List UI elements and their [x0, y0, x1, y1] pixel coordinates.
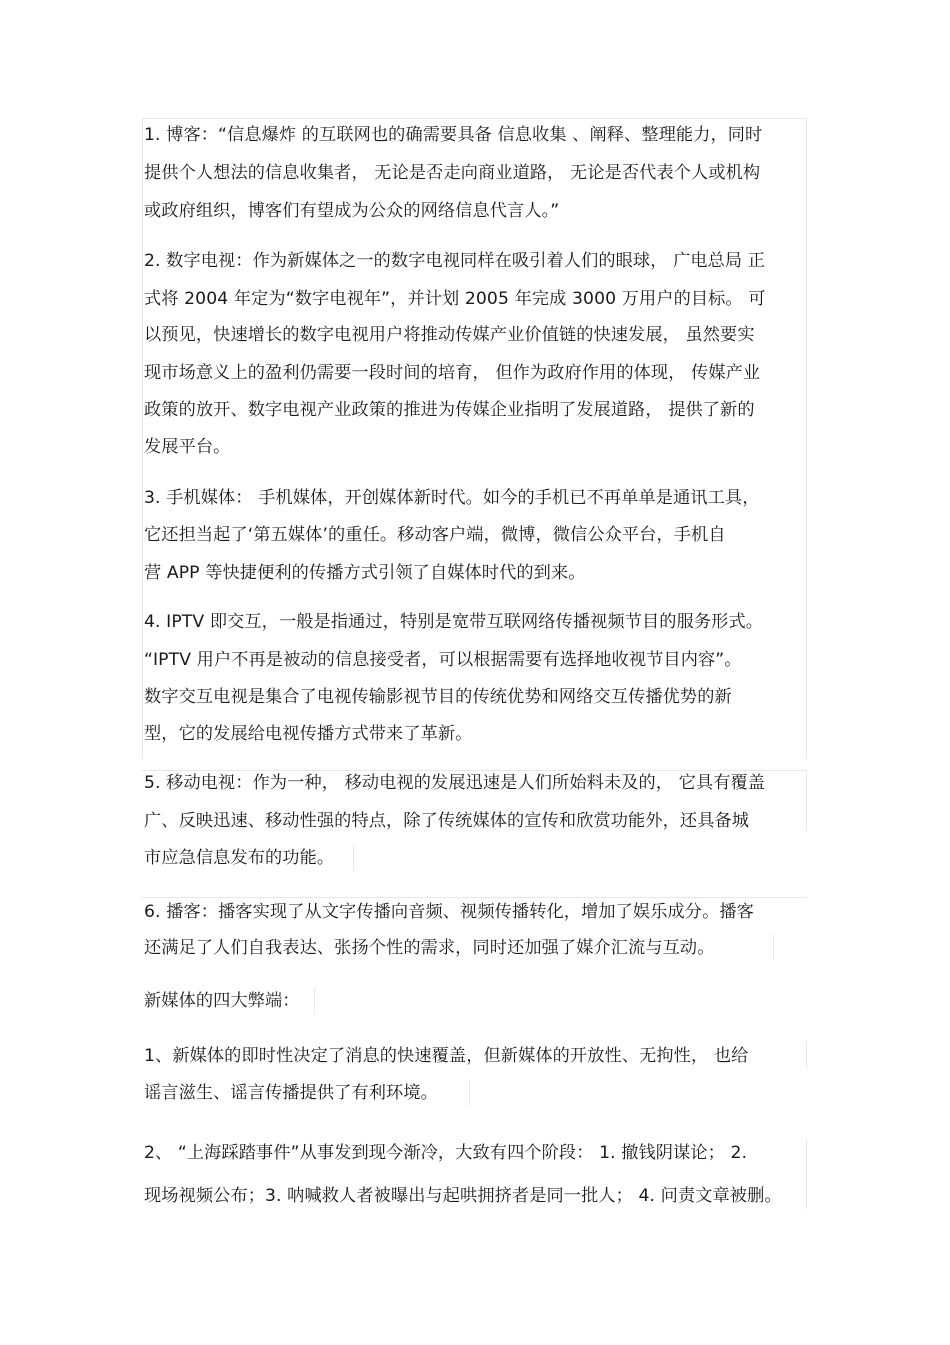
text-line: 它还担当起了‘第五媒体’的重任。移动客户端，微博，微信公众平台，手机自: [144, 525, 726, 545]
text-line: 广、反映迅速、移动性强的特点，除了传统媒体的宣传和欣赏功能外，还具备城: [144, 811, 750, 831]
frame-line: [353, 846, 354, 870]
frame-line: [806, 1139, 807, 1209]
text-line: 1、新媒体的即时性决定了消息的快速覆盖，但新媒体的开放性、无拘性， 也给: [144, 1046, 749, 1066]
text-line: 以预见，快速增长的数字电视用户将推动传媒产业价值链的快速发展， 虽然要实: [144, 325, 755, 345]
text-line: 型，它的发展给电视传播方式带来了革新。: [144, 724, 473, 744]
text-line: 提供个人想法的信息收集者， 无论是否走向商业道路， 无论是否代表个人或机构: [144, 163, 761, 183]
frame-line: [806, 1042, 807, 1068]
text-line: 谣言滋生、谣言传播提供了有利环境。: [144, 1083, 438, 1103]
text-line: 政策的放开、数字电视产业政策的推进为传媒企业指明了发展道路， 提供了新的: [144, 400, 755, 420]
section-heading: 新媒体的四大弊端：: [144, 991, 300, 1011]
frame-line: [314, 988, 315, 1014]
text-line: 或政府组织，博客们有望成为公众的网络信息代言人。”: [144, 201, 560, 221]
text-line: 3. 手机媒体： 手机媒体，开创媒体新时代。如今的手机已不再单单是通讯工具，: [144, 488, 760, 508]
frame-line: [773, 934, 774, 960]
frame-line: [142, 118, 143, 758]
text-line: 现市场意义上的盈利仍需要一段时间的培育， 但作为政府作用的体现， 传媒产业: [144, 363, 761, 383]
text-line: 现场视频公布；3. 呐喊救人者被曝出与起哄拥挤者是同一批人； 4. 问责文章被删。: [144, 1186, 782, 1206]
text-line: “IPTV 用户不再是被动的信息接受者，可以根据需要有选择地收视节目内容”。: [144, 650, 742, 670]
frame-line: [469, 1080, 470, 1106]
frame-line: [806, 770, 807, 830]
text-line: 式将 2004 年定为“数字电视年”，并计划 2005 年完成 3000 万用户的目标。 可: [144, 289, 766, 309]
text-line: 6. 播客：播客实现了从文字传播向音频、视频传播转化，增加了娱乐成分。播客: [144, 902, 754, 922]
frame-line: [806, 118, 807, 758]
text-line: 还满足了人们自我表达、张扬个性的需求，同时还加强了媒介汇流与互动。: [144, 938, 715, 958]
frame-line: [142, 897, 807, 898]
text-line: 2. 数字电视：作为新媒体之一的数字电视同样在吸引着人们的眼球， 广电总局 正: [144, 251, 766, 271]
frame-line: [142, 118, 807, 119]
text-line: 1. 博客：“信息爆炸 的互联网也的确需要具备 信息收集 、阐释、整理能力，同时: [144, 125, 763, 145]
text-line: 5. 移动电视：作为一种， 移动电视的发展迅速是人们所始料未及的， 它具有覆盖: [144, 773, 766, 793]
text-line: 发展平台。: [144, 437, 231, 457]
text-line: 数字交互电视是集合了电视传输影视节目的传统优势和网络交互传播优势的新: [144, 687, 732, 707]
text-line: 市应急信息发布的功能。: [144, 848, 335, 868]
text-line: 2、 “上海踩踏事件”从事发到现今渐冷，大致有四个阶段： 1. 撤钱阴谋论； 2.: [144, 1143, 748, 1163]
text-line: 4. IPTV 即交互，一般是指通过，特别是宽带互联网络传播视频节目的服务形式。: [144, 612, 764, 632]
text-line: 营 APP 等快捷便利的传播方式引领了自媒体时代的到来。: [144, 563, 586, 583]
